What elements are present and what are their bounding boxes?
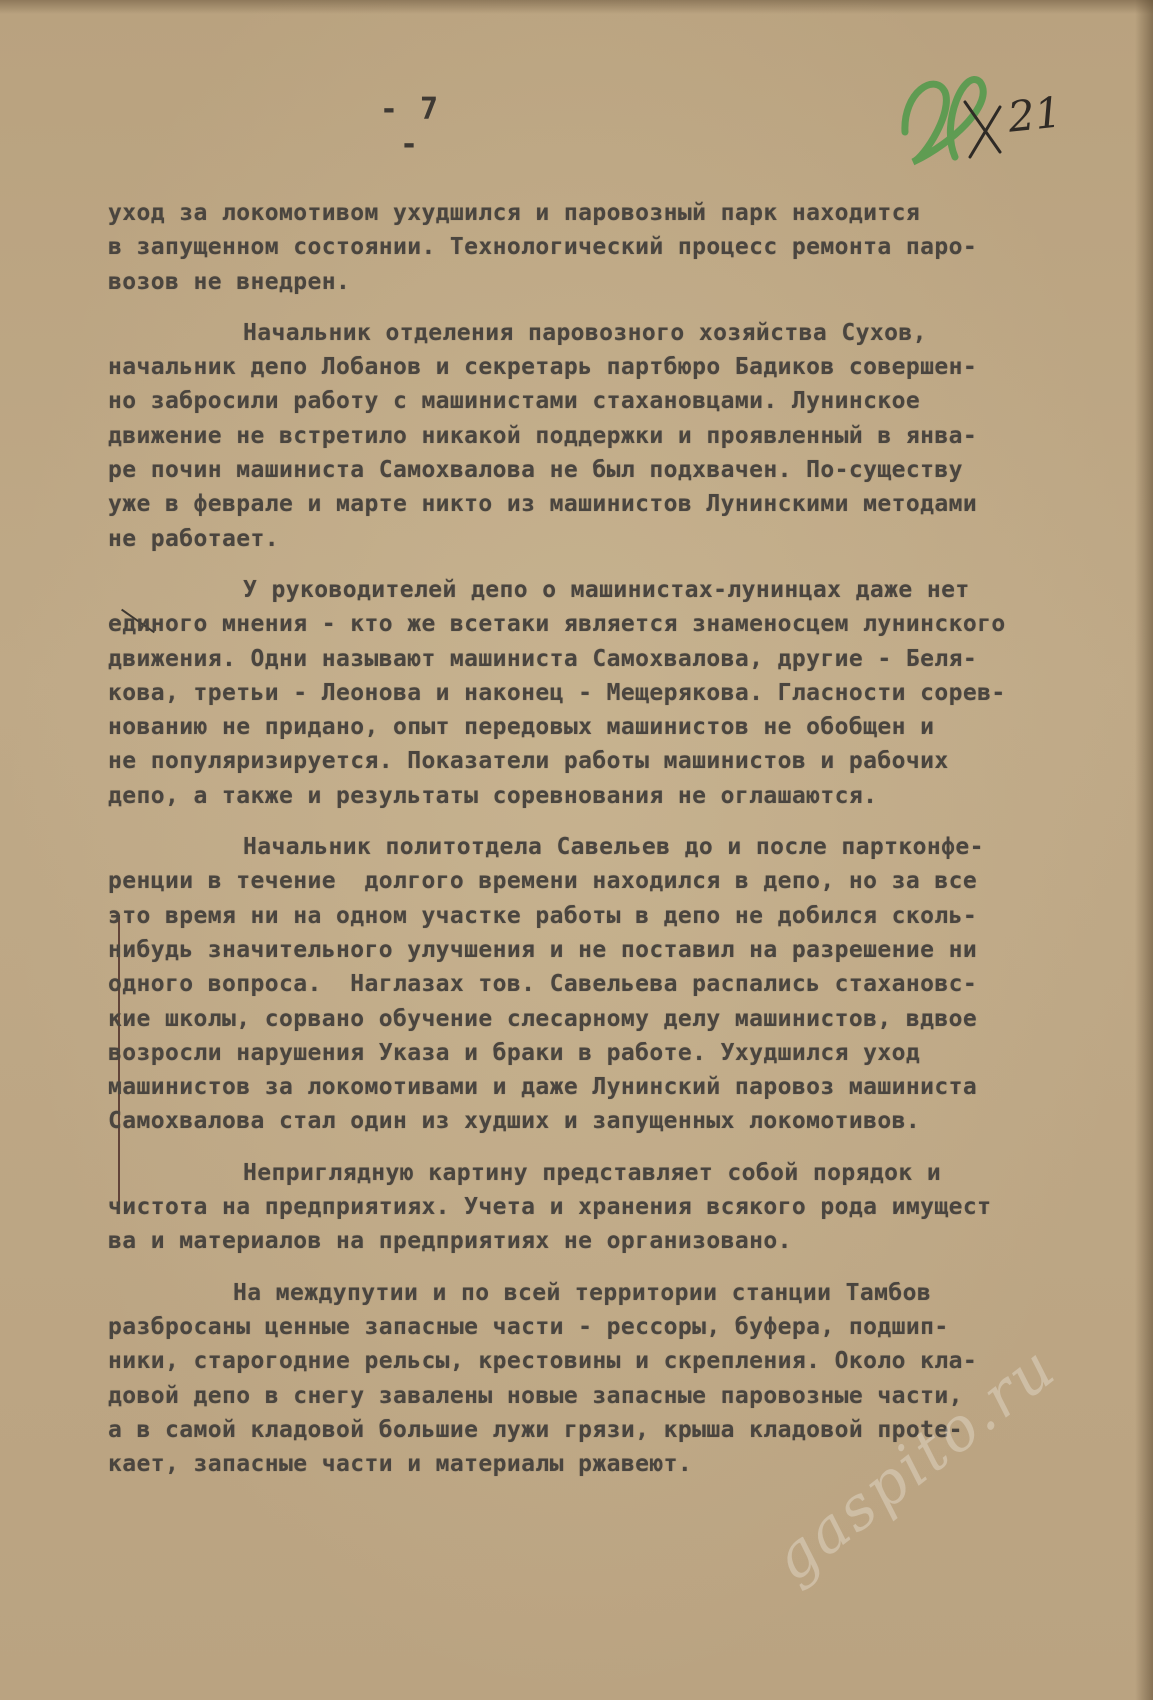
text-line: начальник депо Лобанов и секретарь партбюро Бадиков совершен- bbox=[108, 354, 978, 381]
text-line: ники, старогодние рельсы, крестовины и скрепления. Около кла- bbox=[108, 1348, 978, 1375]
text-line: ва и материалов на предприятиях не организовано. bbox=[108, 1228, 792, 1255]
text-line: это время ни на одном участке работы в депо не добился сколь- bbox=[108, 902, 978, 929]
paragraph bbox=[108, 573, 1118, 813]
text-line: Начальник политотдела Савельев до и после партконфе- bbox=[243, 834, 984, 861]
text-line: уход за локомотивом ухудшился и паровозный парк находится bbox=[108, 200, 921, 226]
watermark: gaspito.ru bbox=[760, 1331, 1070, 1596]
text-line: машинистов за локомотивами и даже Лунинский паровоз машиниста bbox=[108, 1074, 978, 1101]
text-line: Начальник отделения паровозного хозяйства Сухов, bbox=[243, 319, 927, 346]
text-line: ренции в течение долгого времени находился в депо, но за все bbox=[108, 868, 978, 895]
text-line: нибудь значительного улучшения и не поставил на разрешение ни bbox=[108, 936, 978, 963]
text-line: У руководителей депо о машинистах-лунинцах даже нет bbox=[243, 576, 970, 603]
text-line: Неприглядную картину представляет собой порядок и bbox=[243, 1159, 942, 1186]
text-line: не популяризируется. Показатели работы машинистов и рабочих bbox=[108, 748, 949, 775]
text-line: но забросили работу с машинистами стахановцами. Лунинское bbox=[108, 388, 921, 415]
text-line: возросли нарушения Указа и браки в работе. Ухудшился уход bbox=[108, 1039, 921, 1066]
text-line: а в самой кладовой большие лужи грязи, крыша кладовой прote- bbox=[108, 1416, 963, 1443]
text-line: движения. Одни называют машиниста Самохвалова, другие - Беля- bbox=[108, 645, 978, 672]
text-line: Самохвалова стал один из худших и запущенных локомотивов. bbox=[108, 1108, 921, 1135]
text-line: На междупутии и по всей территории станции Тамбов bbox=[233, 1279, 932, 1306]
text-line: депо, а также и результаты соревнования не оглашаются. bbox=[108, 782, 878, 809]
text-line: в запущенном состоянии. Технологический процесс ремонта паро- bbox=[108, 234, 978, 261]
text-line: ре почин машиниста Самохвалова не был подхвачен. По-существу bbox=[108, 457, 963, 484]
text-line: одного вопроса. Наглазах тов. Савельева распались стахановс- bbox=[108, 971, 978, 998]
text-line: кова, третьи - Леонова и наконец - Мещерякова. Гласности сорев- bbox=[108, 679, 1006, 706]
text-line: кие школы, сорвано обучение слесарному делу машинистов, вдвое bbox=[108, 1005, 978, 1032]
paragraph bbox=[108, 1156, 1118, 1259]
archive-page-number: 21 bbox=[1005, 87, 1064, 142]
text-line: нованию не придано, опыт передовых машинистов не обобщен и bbox=[108, 714, 935, 741]
text-line: уже в феврале и марте никто из машинистов Лунинскими методами bbox=[108, 491, 978, 518]
paper-right-edge bbox=[1135, 0, 1153, 1700]
paper-top-edge bbox=[0, 0, 1153, 14]
text-line: чистота на предприятиях. Учета и хранения всякого рода имущест bbox=[108, 1194, 992, 1221]
paragraph bbox=[108, 196, 1118, 299]
text-line: не работает. bbox=[108, 525, 279, 552]
text-line: разбросаны ценные запасные части - рессоры, буфера, подшип- bbox=[108, 1313, 949, 1340]
text-line: движение не встретило никакой поддержки и проявленный в янва- bbox=[108, 422, 978, 449]
paragraph bbox=[108, 316, 1118, 556]
text-line: довой депо в снегу завалены новые запасные паровозные части, bbox=[108, 1382, 963, 1409]
paragraph bbox=[108, 830, 1118, 1139]
page-number: - 7 - bbox=[379, 92, 441, 162]
text-line: возов не внедрен. bbox=[108, 268, 351, 295]
text-line: единого мнения - кто же всетаки является знаменосцем лунинского bbox=[108, 611, 1006, 638]
text-line: кает, запасные части и материалы ржавеют. bbox=[108, 1451, 693, 1478]
typed-text-body bbox=[108, 196, 1118, 1481]
